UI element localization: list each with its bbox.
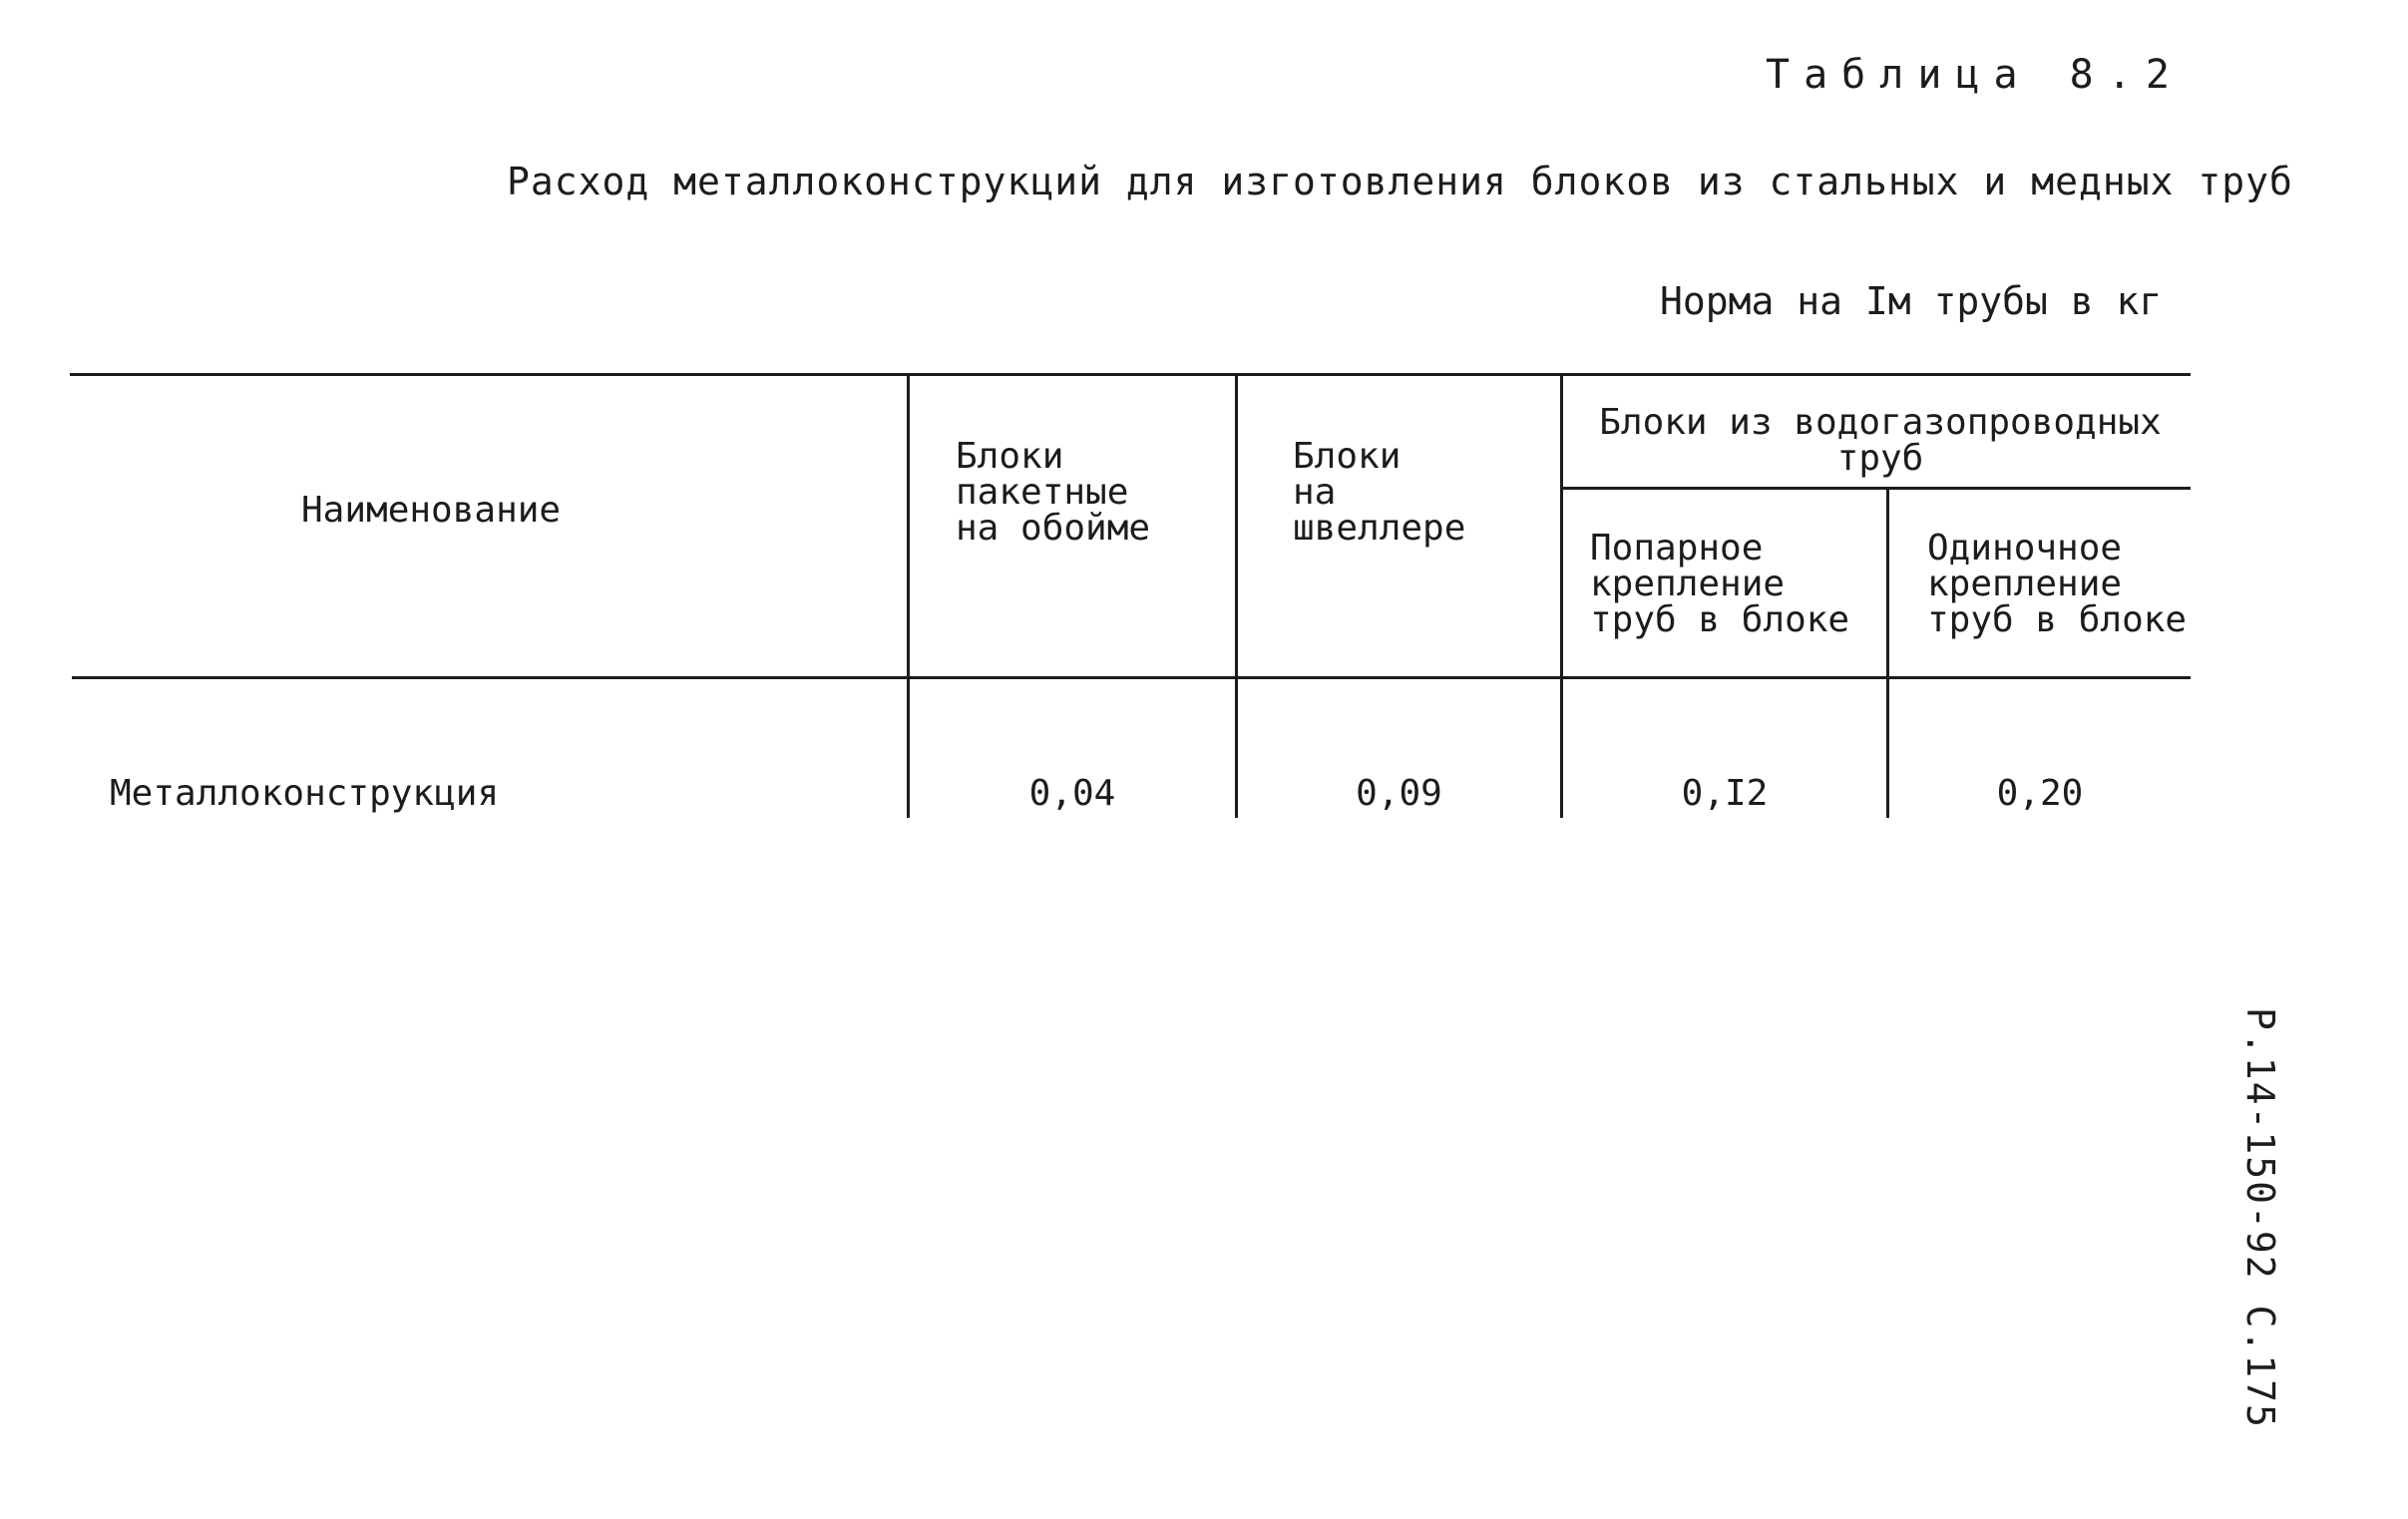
header-paired-mounting: Попарное крепление труб в блоке	[1590, 528, 1850, 640]
table-top-rule	[70, 373, 2191, 376]
row-packet-blocks: 0,04	[1028, 773, 1116, 814]
row-paired-mounting: 0,I2	[1681, 773, 1769, 814]
header-channel-blocks: Блоки на швеллере	[1293, 436, 1466, 549]
document-title: Расход металлоконструкций для изготовления блоков из стальных и медных труб	[507, 160, 2293, 203]
column-divider-4	[1886, 487, 1889, 818]
header-packet-blocks: Блоки пакетные на обойме	[956, 436, 1151, 549]
table-header-bottom-rule	[72, 676, 2191, 679]
column-divider-2	[1235, 373, 1238, 818]
column-divider-3	[1560, 373, 1563, 818]
page-code: Р.14-150-92 С.175	[2238, 1007, 2282, 1429]
column-divider-1	[907, 373, 910, 818]
table-number: Таблица 8.2	[1766, 52, 2184, 98]
table-subheader-rule	[1560, 487, 2191, 490]
row-channel-blocks: 0,09	[1356, 773, 1442, 814]
units-note: Норма на Iм трубы в кг	[1660, 279, 2163, 323]
header-name: Наименование	[301, 490, 562, 531]
row-single-mounting: 0,20	[1996, 773, 2084, 814]
row-name: Металлоконструкция	[110, 773, 500, 814]
header-water-gas-blocks: Блоки из водогазопроводных труб	[1599, 402, 2162, 479]
header-single-mounting: Одиночное крепление труб в блоке	[1927, 528, 2188, 640]
